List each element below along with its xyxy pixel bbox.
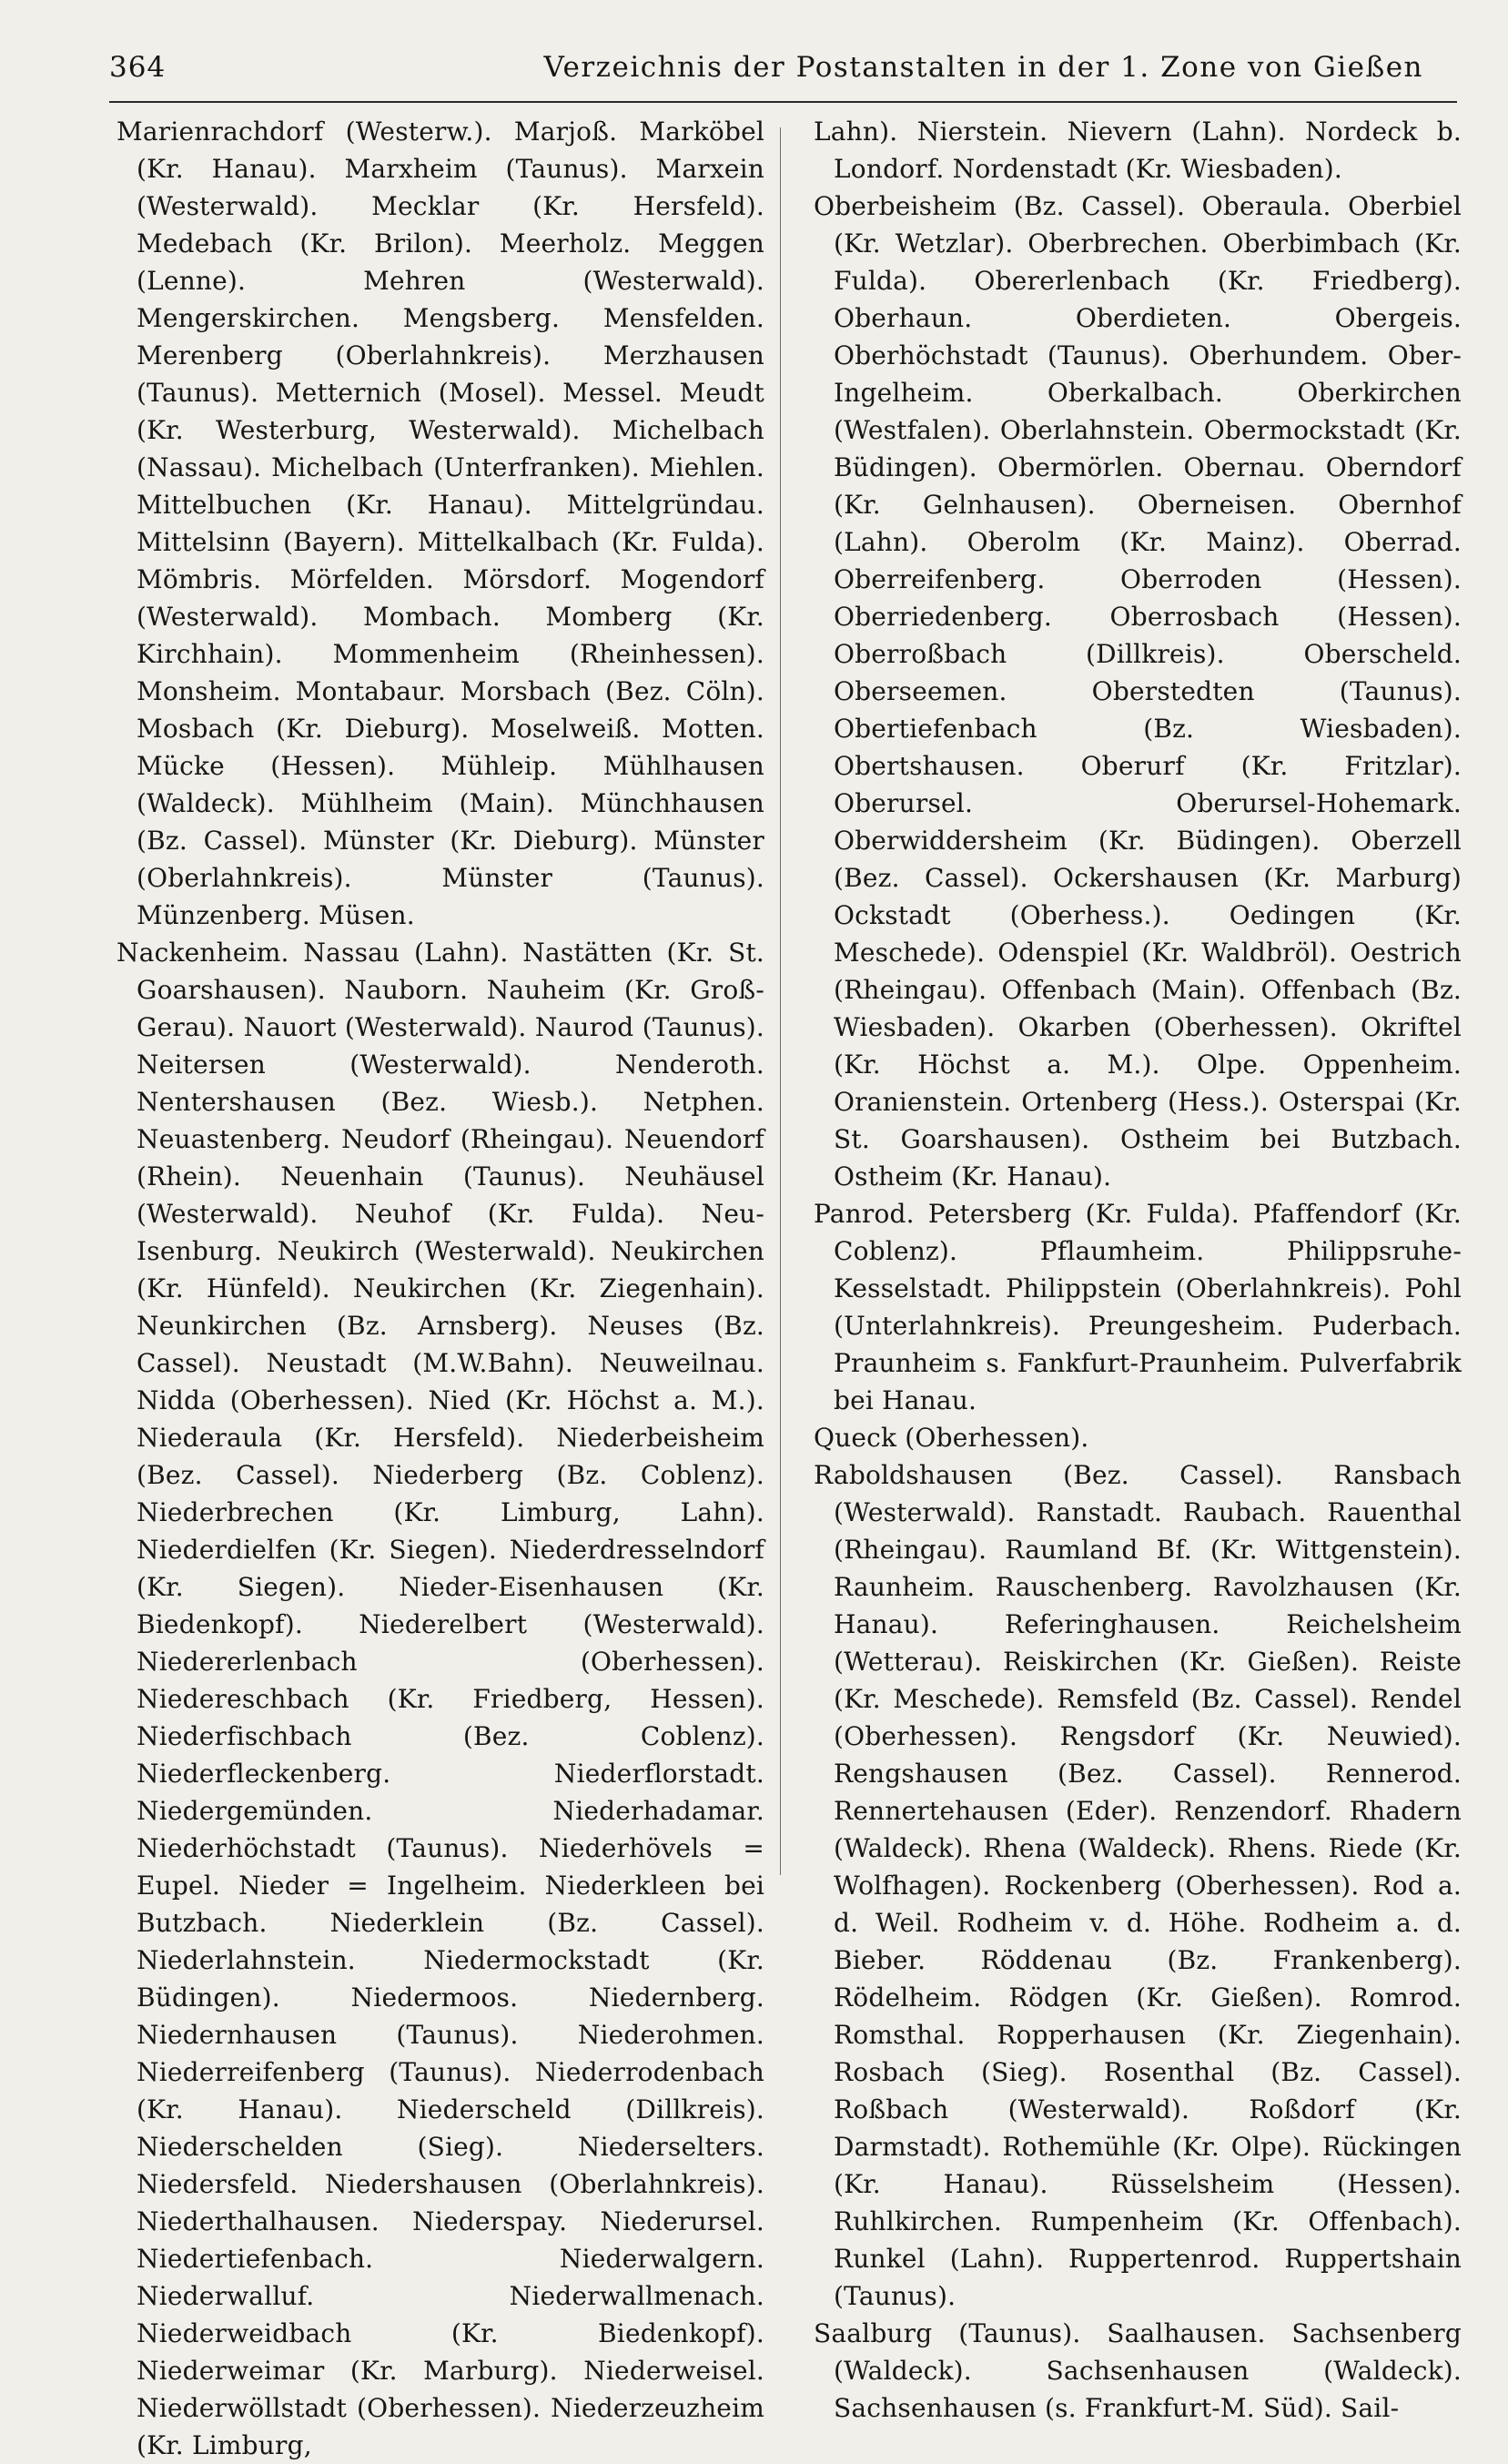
entry-group-r: Raboldshausen (Bez. Cassel). Ransbach (Westerwald). Ranstadt. Raubach. Rauenthal (Rheingau). Raumland Bf. (Kr. Wittgenstein). Raunheim. Rauschenberg. Ravolzhausen (Kr. Hanau). Referinghausen. Reichelsheim (Wetterau). Reiskirchen (Kr. Gießen). Reiste (Kr. Meschede). Remsfeld (Bz. Cassel). Rendel (Oberhessen). Rengsdorf (Kr. Neuwied). Rengshausen (Bez. Cassel). Rennerod. Rennertehausen (Eder). Renzendorf. Rhadern (Waldeck). Rhena (Waldeck). Rhens. Riede (Kr. Wolfhagen). Rockenberg (Oberhessen). Rod a. d. Weil. Rodheim v. d. Höhe. Rodheim a. d. Bieber. Röddenau (Bz. Frankenberg). Rödelheim. Rödgen (Kr. Gießen). Romrod. Romsthal. Ropperhausen (Kr. Ziegenhain). Rosbach (Sieg). Rosenthal (Bz. Cassel). Roßbach (Westerwald). Roßdorf (Kr. Darmstadt). Rothemühle (Kr. Olpe). Rückingen (Kr. Hanau). Rüsselsheim (Hessen). Ruhlkirchen. Rumpenheim (Kr. Offenbach). Runkel (Lahn). Ruppertenrod. Ruppertshain (Taunus). <box>814 1460 1462 2311</box>
right-column <box>814 113 1462 2423</box>
left-column <box>116 113 764 2460</box>
entry-group-o: Oberbeisheim (Bz. Cassel). Oberaula. Oberbiel (Kr. Wetzlar). Oberbrechen. Oberbimbach (Kr. Fulda). Obererlenbach (Kr. Friedberg). Oberhaun. Oberdieten. Obergeis. Oberhöchstadt (Taunus). Oberhundem. Ober-Ingelheim. Oberkalbach. Oberkirchen (Westfalen). Oberlahnstein. Obermockstadt (Kr. Büdingen). Obermörlen. Obernau. Oberndorf (Kr. Gelnhausen). Oberneisen. Obernhof (Lahn). Oberolm (Kr. Mainz). Oberrad. Oberreifenberg. Oberroden (Hessen). Oberriedenberg. Oberrosbach (Hessen). Oberroßbach (Dillkreis). Oberscheld. Oberseemen. Oberstedten (Taunus). Obertiefenbach (Bz. Wiesbaden). Obertshausen. Oberurf (Kr. Fritzlar). Oberursel. Oberursel-Hohemark. Oberwiddersheim (Kr. Büdingen). Oberzell (Bez. Cassel). Ockershausen (Kr. Marburg) Ockstadt (Oberhess.). Oedingen (Kr. Meschede). Odenspiel (Kr. Waldbröl). Oestrich (Rheingau). Offenbach (Main). Offenbach (Bz. Wiesbaden). Okarben (Oberhessen). Okriftel (Kr. Höchst a. M.). Olpe. Oppenheim. Oranienstein. Ortenberg (Hess.). Osterspai (Kr. St. Goarshausen). Ostheim bei Butzbach. Ostheim (Kr. Hanau). <box>814 191 1462 1191</box>
column-divider <box>780 127 781 1875</box>
entry-group-n: Nackenheim. Nassau (Lahn). Nastätten (Kr. St. Goarshausen). Nauborn. Nauheim (Kr. Groß-Gerau). Nauort (Westerwald). Naurod (Taunus). Neitersen (Westerwald). Nenderoth. Nentershausen (Bez. Wiesb.). Netphen. Neuastenberg. Neudorf (Rheingau). Neuendorf (Rhein). Neuenhain (Taunus). Neuhäusel (Westerwald). Neuhof (Kr. Fulda). Neu-Isenburg. Neukirch (Westerwald). Neukirchen (Kr. Hünfeld). Neukirchen (Kr. Ziegenhain). Neunkirchen (Bz. Arnsberg). Neuses (Bz. Cassel). Neustadt (M.W.Bahn). Neuweilnau. Nidda (Oberhessen). Nied (Kr. Höchst a. M.). Niederaula (Kr. Hersfeld). Niederbeisheim (Bez. Cassel). Niederberg (Bz. Coblenz). Niederbrechen (Kr. Limburg, Lahn). Niederdielfen (Kr. Siegen). Niederdresselndorf (Kr. Siegen). Nieder-Eisenhausen (Kr. Biedenkopf). Niederelbert (Westerwald). Niedererlenbach (Oberhessen). Niedereschbach (Kr. Friedberg, Hessen). Niederfischbach (Bez. Coblenz). Niederfleckenberg. Niederflorstadt. Niedergemünden. Niederhadamar. Niederhöchstadt (Taunus). Niederhövels = Eupel. Nieder = Ingelheim. Niederkleen bei Butzbach. Niederklein (Bz. Cassel). Niederlahnstein. Niedermockstadt (Kr. Büdingen). Niedermoos. Niedernberg. Niedernhausen (Taunus). Niederohmen. Niederreifenberg (Taunus). Niederrodenbach (Kr. Hanau). Niederscheld (Dillkreis). Niederschelden (Sieg). Niederselters. Niedersfeld. Niedershausen (Oberlahnkreis). Niederthalhausen. Niederspay. Niederursel. Niedertiefenbach. Niederwalgern. Niederwalluf. Niederwallmenach. Niederweidbach (Kr. Biedenkopf). Niederweimar (Kr. Marburg). Niederweisel. Niederwöllstadt (Oberhessen). Niederzeuzheim (Kr. Limburg, <box>116 938 764 2460</box>
entry-group-q: Queck (Oberhessen). <box>814 1423 1089 1453</box>
entry-group-m: Marienrachdorf (Westerw.). Marjoß. Marköbel (Kr. Hanau). Marxheim (Taunus). Marxein (Westerwald). Mecklar (Kr. Hersfeld). Medebach (Kr. Brilon). Meerholz. Meggen (Lenne). Mehren (Westerwald). Mengerskirchen. Mengsberg. Mensfelden. Merenberg (Oberlahnkreis). Merzhausen (Taunus). Metternich (Mosel). Messel. Meudt (Kr. Westerburg, Westerwald). Michelbach (Nassau). Michelbach (Unterfranken). Miehlen. Mittelbuchen (Kr. Hanau). Mittelgründau. Mittelsinn (Bayern). Mittelkalbach (Kr. Fulda). Mömbris. Mörfelden. Mörsdorf. Mogendorf (Westerwald). Mombach. Momberg (Kr. Kirchhain). Mommenheim (Rheinhessen). Monsheim. Montabaur. Morsbach (Bez. Cöln). Mosbach (Kr. Dieburg). Moselweiß. Motten. Mücke (Hessen). Mühleip. Mühlhausen (Waldeck). Mühlheim (Main). Münchhausen (Bz. Cassel). Münster (Kr. Dieburg). Münster (Oberlahnkreis). Münster (Taunus). Münzenberg. Müsen. <box>116 117 764 930</box>
entry-group-p: Panrod. Petersberg (Kr. Fulda). Pfaffendorf (Kr. Coblenz). Pflaumheim. Philippsruhe-Kesselstadt. Philippstein (Oberlahnkreis). Pohl (Unterlahnkreis). Preungesheim. Puderbach. Praunheim s. Fankfurt-Praunheim. Pulverfabrik bei Hanau. <box>814 1199 1462 1415</box>
entry-group-s: Saalburg (Taunus). Saalhausen. Sachsenberg (Waldeck). Sachsenhausen (Waldeck). Sachsenhausen (s. Frankfurt-M. Süd). Sail- <box>814 2318 1462 2423</box>
page-header <box>109 47 1429 95</box>
header-rule <box>109 101 1457 103</box>
page-number: 364 <box>109 51 167 84</box>
running-title: Verzeichnis der Postanstalten in der 1. Zone von Gießen <box>543 51 1423 84</box>
entry-group-n-continued: Lahn). Nierstein. Nievern (Lahn). Nordeck b. Londorf. Nordenstadt (Kr. Wiesbaden). <box>814 117 1462 184</box>
